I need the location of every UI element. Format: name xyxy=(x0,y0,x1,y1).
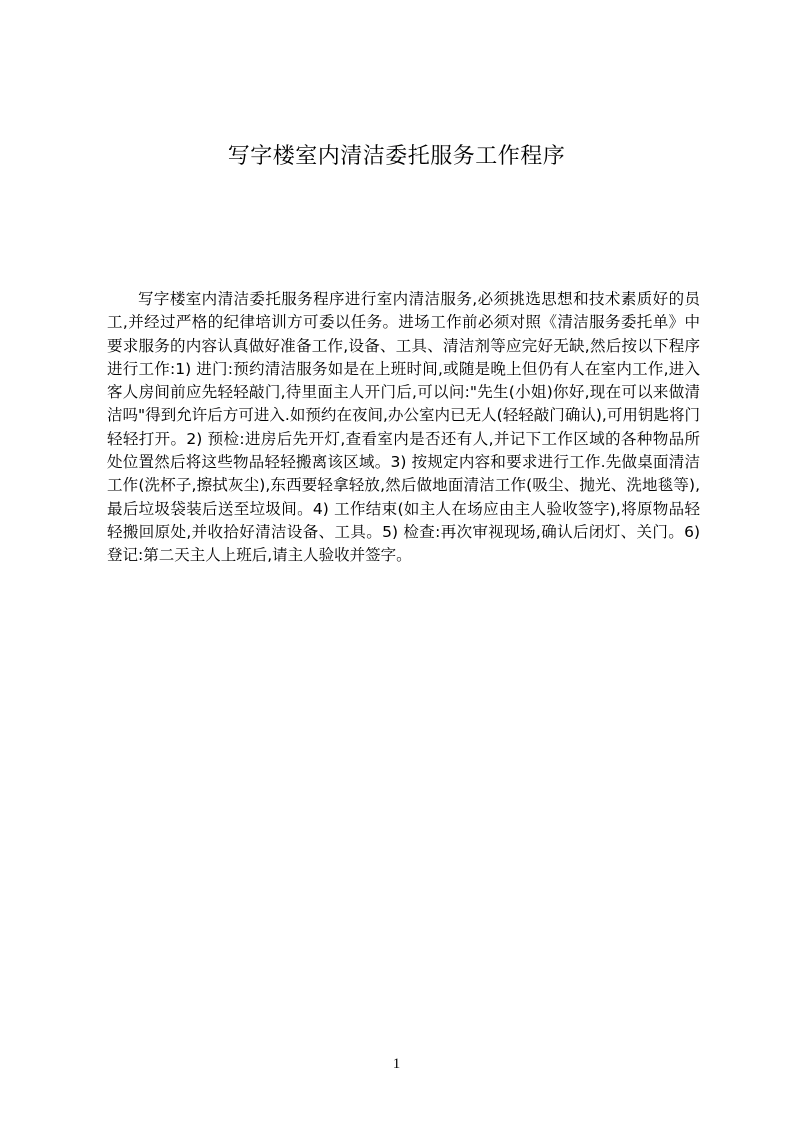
body-paragraph: 写字楼室内清洁委托服务程序进行室内清洁服务,必须挑选思想和技术素质好的员工,并经过严格的纪律培训方可委以任务。进场工作前必须对照《清洁服务委托单》中要求服务的内容认真做好准备工作,设备、工具、清洁剂等应完好无缺,然后按以下程序进行工作:1) 进门:预约清洁服务如是在上班时间,或随是晚上但仍有人在室内工作,进入客人房间前应先轻轻敲门,待里面主人开门后,可以问:"先生(小姐)你好,现在可以来做清洁吗"得到允许后方可进入.如预约在夜间,办公室内已无人(轻轻敲门确认),可用钥匙将门轻轻打开。2) 预检:进房后先开灯,查看室内是否还有人,并记下工作区域的各种物品所处位置然后将这些物品轻轻搬离该区域。3) 按规定内容和要求进行工作.先做桌面清洁工作(洗杯子,擦拭灰尘),东西要轻拿轻放,然后做地面清洁工作(吸尘、抛光、洗地毯等),最后垃圾袋装后送至垃圾间。4) 工作结束(如主人在场应由主人验收签字),将原物品轻轻搬回原处,并收拾好清洁设备、工具。5) 检查:再次审视现场,确认后闭灯、关门。6) 登记:第二天主人上班后,请主人验收并签字。 xyxy=(107,290,700,565)
document-title: 写字楼室内清洁委托服务工作程序 xyxy=(227,144,566,169)
page-number: 1 xyxy=(392,1056,401,1072)
